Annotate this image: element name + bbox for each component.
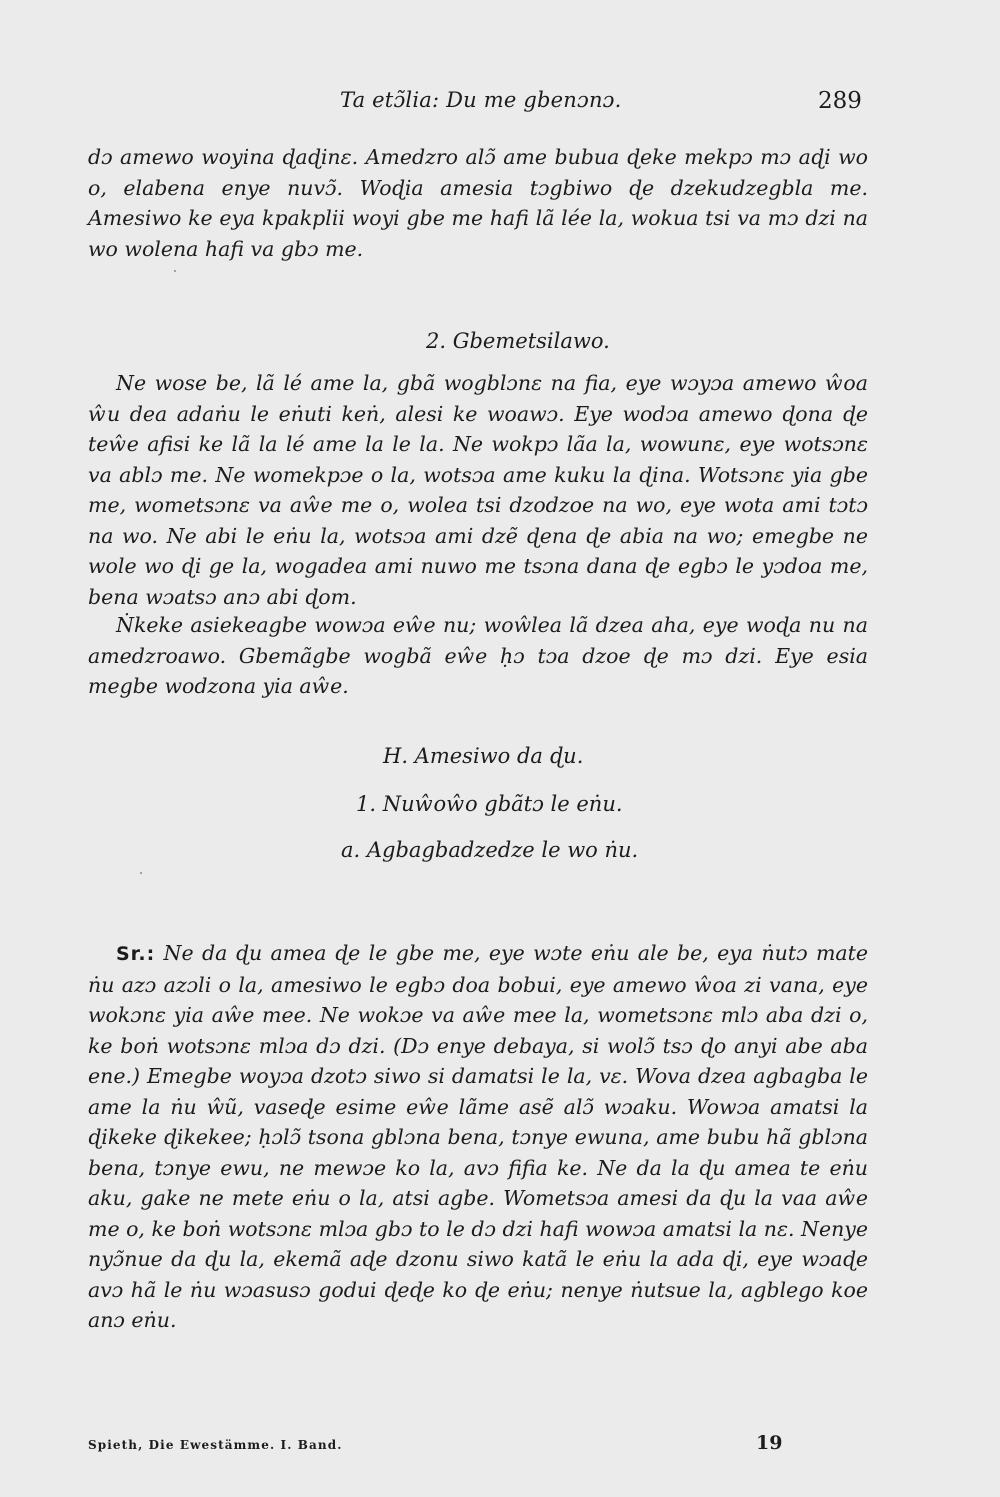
page-number: 289 [818, 88, 862, 114]
paragraph-sr [88, 938, 868, 1336]
signature-mark: 19 [756, 1432, 783, 1454]
paragraph-1: dɔ amewo woyina ɖaɖinɛ. Amedzro alɔ̃ ame bubua ɖeke mekpɔ mɔ aɖi wo o, elabena enye nuvɔ̃. Woɖia amesia tɔgbiwo ɖe dzekudzegbla me. Amesiwo ke eya kpakplii woyi gbe me hafi lã lée la, wokua tsi va mɔ dzi na wo wolena hafi va gbɔ me. [88, 145, 868, 261]
section-heading-a: a. Agbagbadzedze le wo ṅu. [341, 838, 639, 862]
speaker-label: Sr.: [116, 943, 156, 965]
section-heading-1: 1. Nuŵoŵo gbãtɔ le eṅu. [356, 792, 623, 816]
print-speck [140, 872, 142, 874]
paragraph-continuation [88, 142, 868, 264]
paragraph-nkeke [88, 610, 868, 702]
section-heading-H: H. Amesiwo da ɖu. [383, 744, 584, 768]
paragraph-4-text: Ne da ɖu amea ɖe le gbe me, eye wɔte eṅu ale be, eya ṅutɔ mate ṅu azɔ azɔli o la, amesiwo le egbɔ doa bobui, eye amewo ŵoa zi vana, eye wokɔnɛ yia aŵe mee. Ne wokɔe va aŵe mee la, wometsɔnɛ mlɔ aba dzi o, ke boṅ wotsɔnɛ mlɔa dɔ dzi. (Dɔ enye debaya, si wolɔ̃ tsɔ ɖo anyi abe aba ene.) Emegbe woyɔa dzotɔ siwo si damatsi le la, vɛ. Wova dzea agbagba le ame la ṅu ŵũ, vaseɖe esime eŵe lãme asẽ alɔ̃ wɔaku. Wowɔa amatsi la ɖikeke ɖikekee; ḥɔlɔ̃ tsona gblɔna bena, tɔnye ewuna, ame bubu hã gblɔna bena, tɔnye ewu, ne mewɔe ko la, avɔ fifia ke. Ne da la ɖu amea te eṅu aku, gake ne mete eṅu o la, atsi agbe. Wometsɔa amesi da ɖu la vaa aŵe me o, ke boṅ wotsɔnɛ mlɔa gbɔ to le dɔ dzi hafi wowɔa amatsi la nɛ. Nenye nyɔ̃nue da ɖu la, ekemã aɖe dzonu siwo katã le eṅu la ada ɖi, eye wɔaɖe avɔ hã le ṅu wɔasusɔ godui ɖeɖe ko ɖe eṅu; nenye ṅutsue la, agblego koe anɔ eṅu. [88, 941, 868, 1332]
paragraph-3: Ṅkeke asiekeagbe wowɔa eŵe nu; woŵlea lã dzea aha, eye woɖa nu na amedzroawo. Gbemãgbe wogbã eŵe ḥɔ tɔa dzoe ɖe mɔ dzi. Eye esia megbe wodzona yia aŵe. [88, 613, 868, 698]
paragraph-4 [88, 938, 868, 1336]
print-speck [174, 270, 176, 272]
section-heading-2: 2. Gbemetsilawo. [426, 329, 610, 353]
running-title: Ta etɔ̃lia: Du me gbenɔnɔ. [340, 88, 622, 112]
footer-book-title: Spieth, Die Ewestämme. I. Band. [88, 1438, 343, 1452]
paragraph-2: Ne wose be, lã lé ame la, gbã wogblɔnɛ na fia, eye wɔyɔa amewo ŵoa ŵu dea adaṅu le eṅuti keṅ, alesi ke woawɔ. Eye wodɔa amewo ɖona ɖe teŵe afisi ke lã la lé ame la le la. Ne wokpɔ lãa la, wowunɛ, eye wotsɔnɛ va ablɔ me. Ne womekpɔe o la, wotsɔa ame kuku la ɖina. Wotsɔnɛ yia gbe me, wometsɔnɛ va aŵe me o, wolea tsi dzodzoe na wo, eye wota ami tɔtɔ na wo. Ne abi le eṅu la, wotsɔa ami dzẽ ɖena ɖe abia na wo; emegbe ne wole wo ɖi ge la, wogadea ami nuwo me tsɔna dana ɖe egbɔ le yɔdoa me, bena wɔatsɔ anɔ abi ɖom. [88, 371, 868, 609]
paragraph-gbemetsilawo [88, 368, 868, 612]
